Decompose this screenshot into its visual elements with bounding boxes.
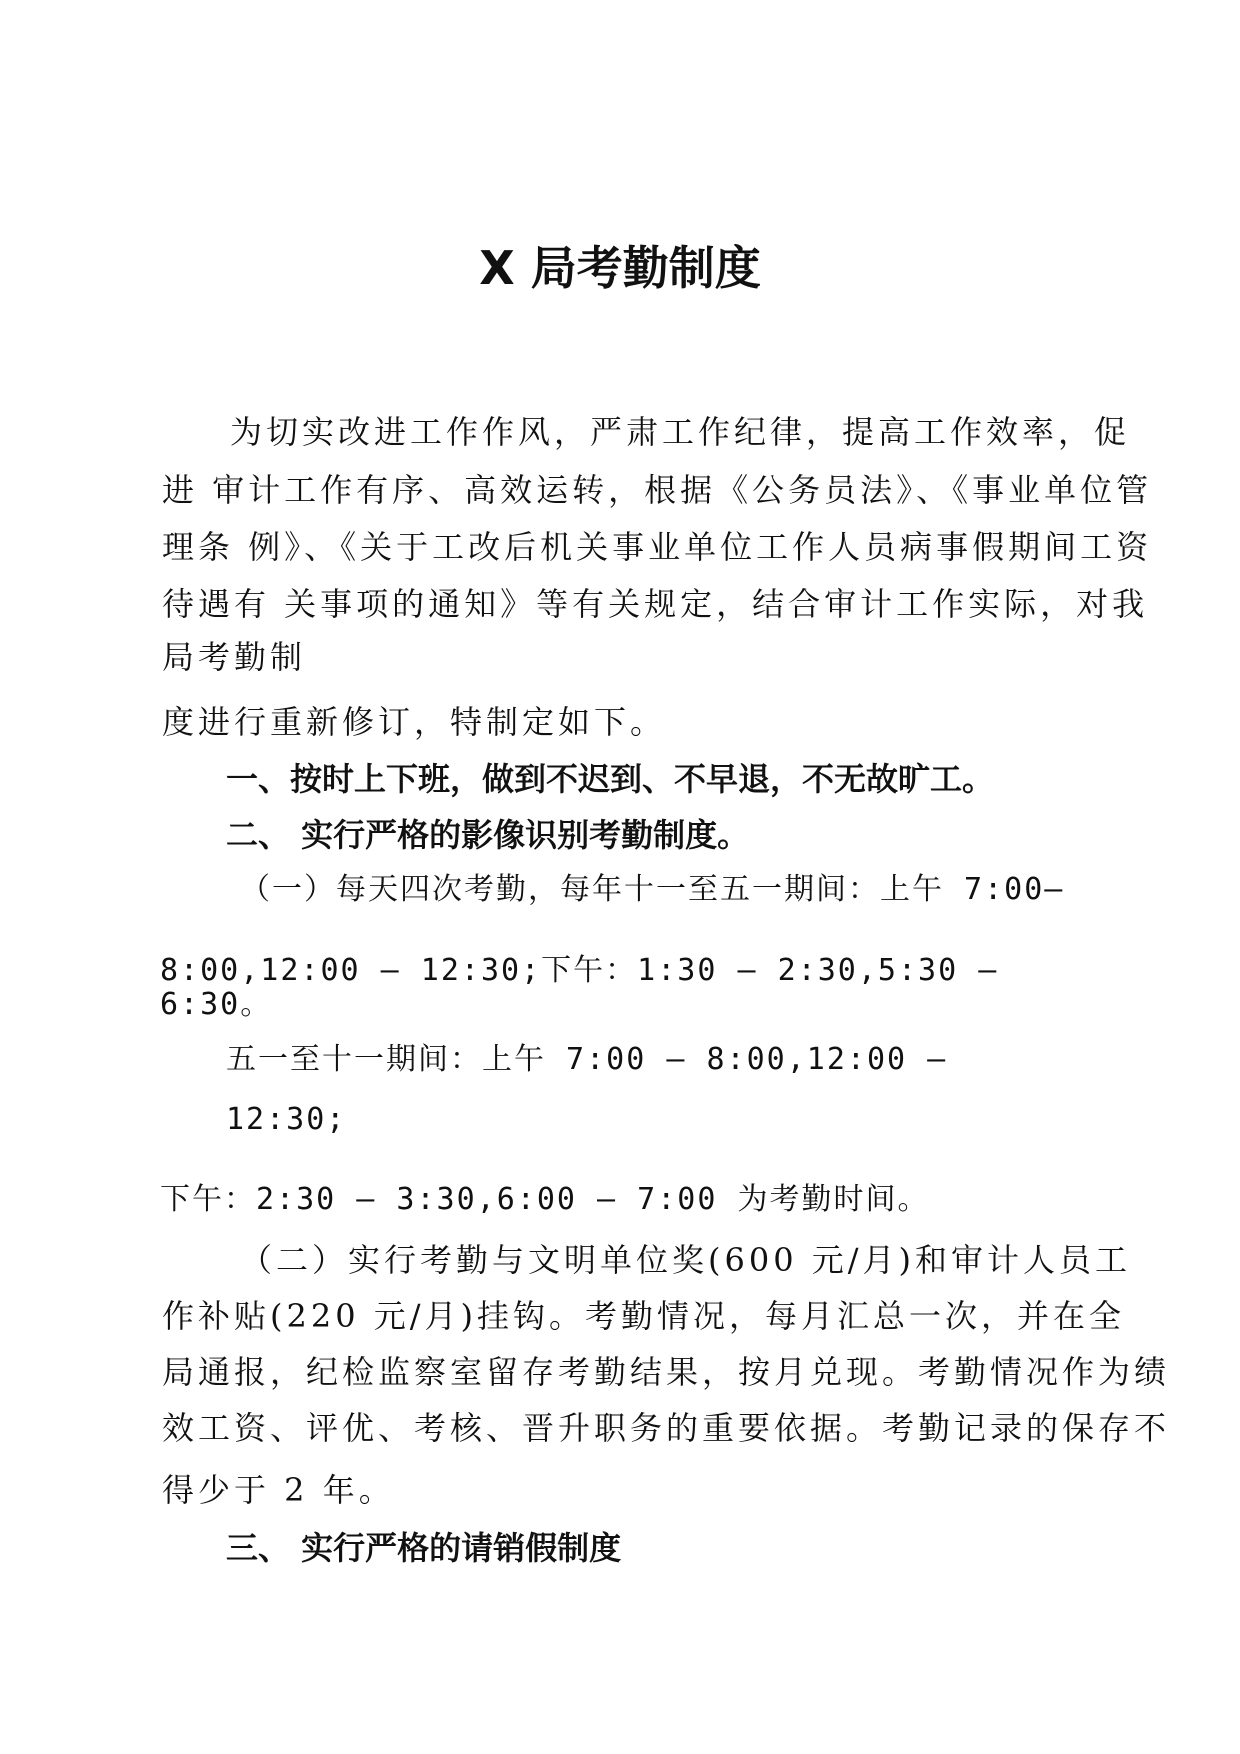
item-1-line-2: 8:00,12:00 — 12:30;下午：1:30 — 2:30,5:30 — [160, 953, 999, 988]
document-title: X 局考勤制度 [479, 241, 761, 295]
item-2-line-3: 局通报，纪检监察室留存考勤结果，按月兑现。考勤情况作为绩 [162, 1353, 1171, 1391]
intro-line-3: 理条 例》、《关于工改后机关事业单位工作人员病事假期间工资 [162, 528, 1153, 566]
item-1-line-6: 下午：2:30 — 3:30,6:00 — 7:00 为考勤时间。 [160, 1182, 930, 1217]
intro-line-5: 局考勤制 [162, 638, 307, 676]
intro-line-1: 为切实改进工作作风，严肃工作纪律，提高工作效率，促 [230, 413, 1131, 451]
item-2-line-2: 作补贴(220 元/月)挂钩。考勤情况，每月汇总一次，并在全 [162, 1297, 1126, 1335]
item-1-line-5: 12:30; [226, 1102, 347, 1137]
section-2-heading: 二、 实行严格的影像识别考勤制度。 [226, 816, 750, 854]
item-2-line-1: （二）实行考勤与文明单位奖(600 元/月)和审计人员工 [240, 1241, 1132, 1279]
item-1-line-3: 6:30。 [160, 987, 273, 1022]
intro-line-2: 进 审计工作有序、高效运转，根据《公务员法》、《事业单位管 [162, 471, 1153, 509]
item-1-line-4: 五一至十一期间：上午 7:00 — 8:00,12:00 — [226, 1042, 948, 1077]
section-3-heading: 三、 实行严格的请销假制度 [226, 1529, 622, 1567]
intro-line-6: 度进行重新修订，特制定如下。 [162, 703, 667, 741]
item-1-line-1: （一）每天四次考勤，每年十一至五一期间：上午 7:00— [240, 872, 1065, 907]
intro-line-4: 待遇有 关事项的通知》等有关规定，结合审计工作实际，对我 [162, 585, 1149, 623]
item-2-line-4: 效工资、评优、考核、晋升职务的重要依据。考勤记录的保存不 [162, 1409, 1171, 1447]
item-2-line-5: 得少于 2 年。 [162, 1471, 395, 1509]
section-1-heading: 一、按时上下班，做到不迟到、不早退，不无故旷工。 [226, 760, 995, 798]
